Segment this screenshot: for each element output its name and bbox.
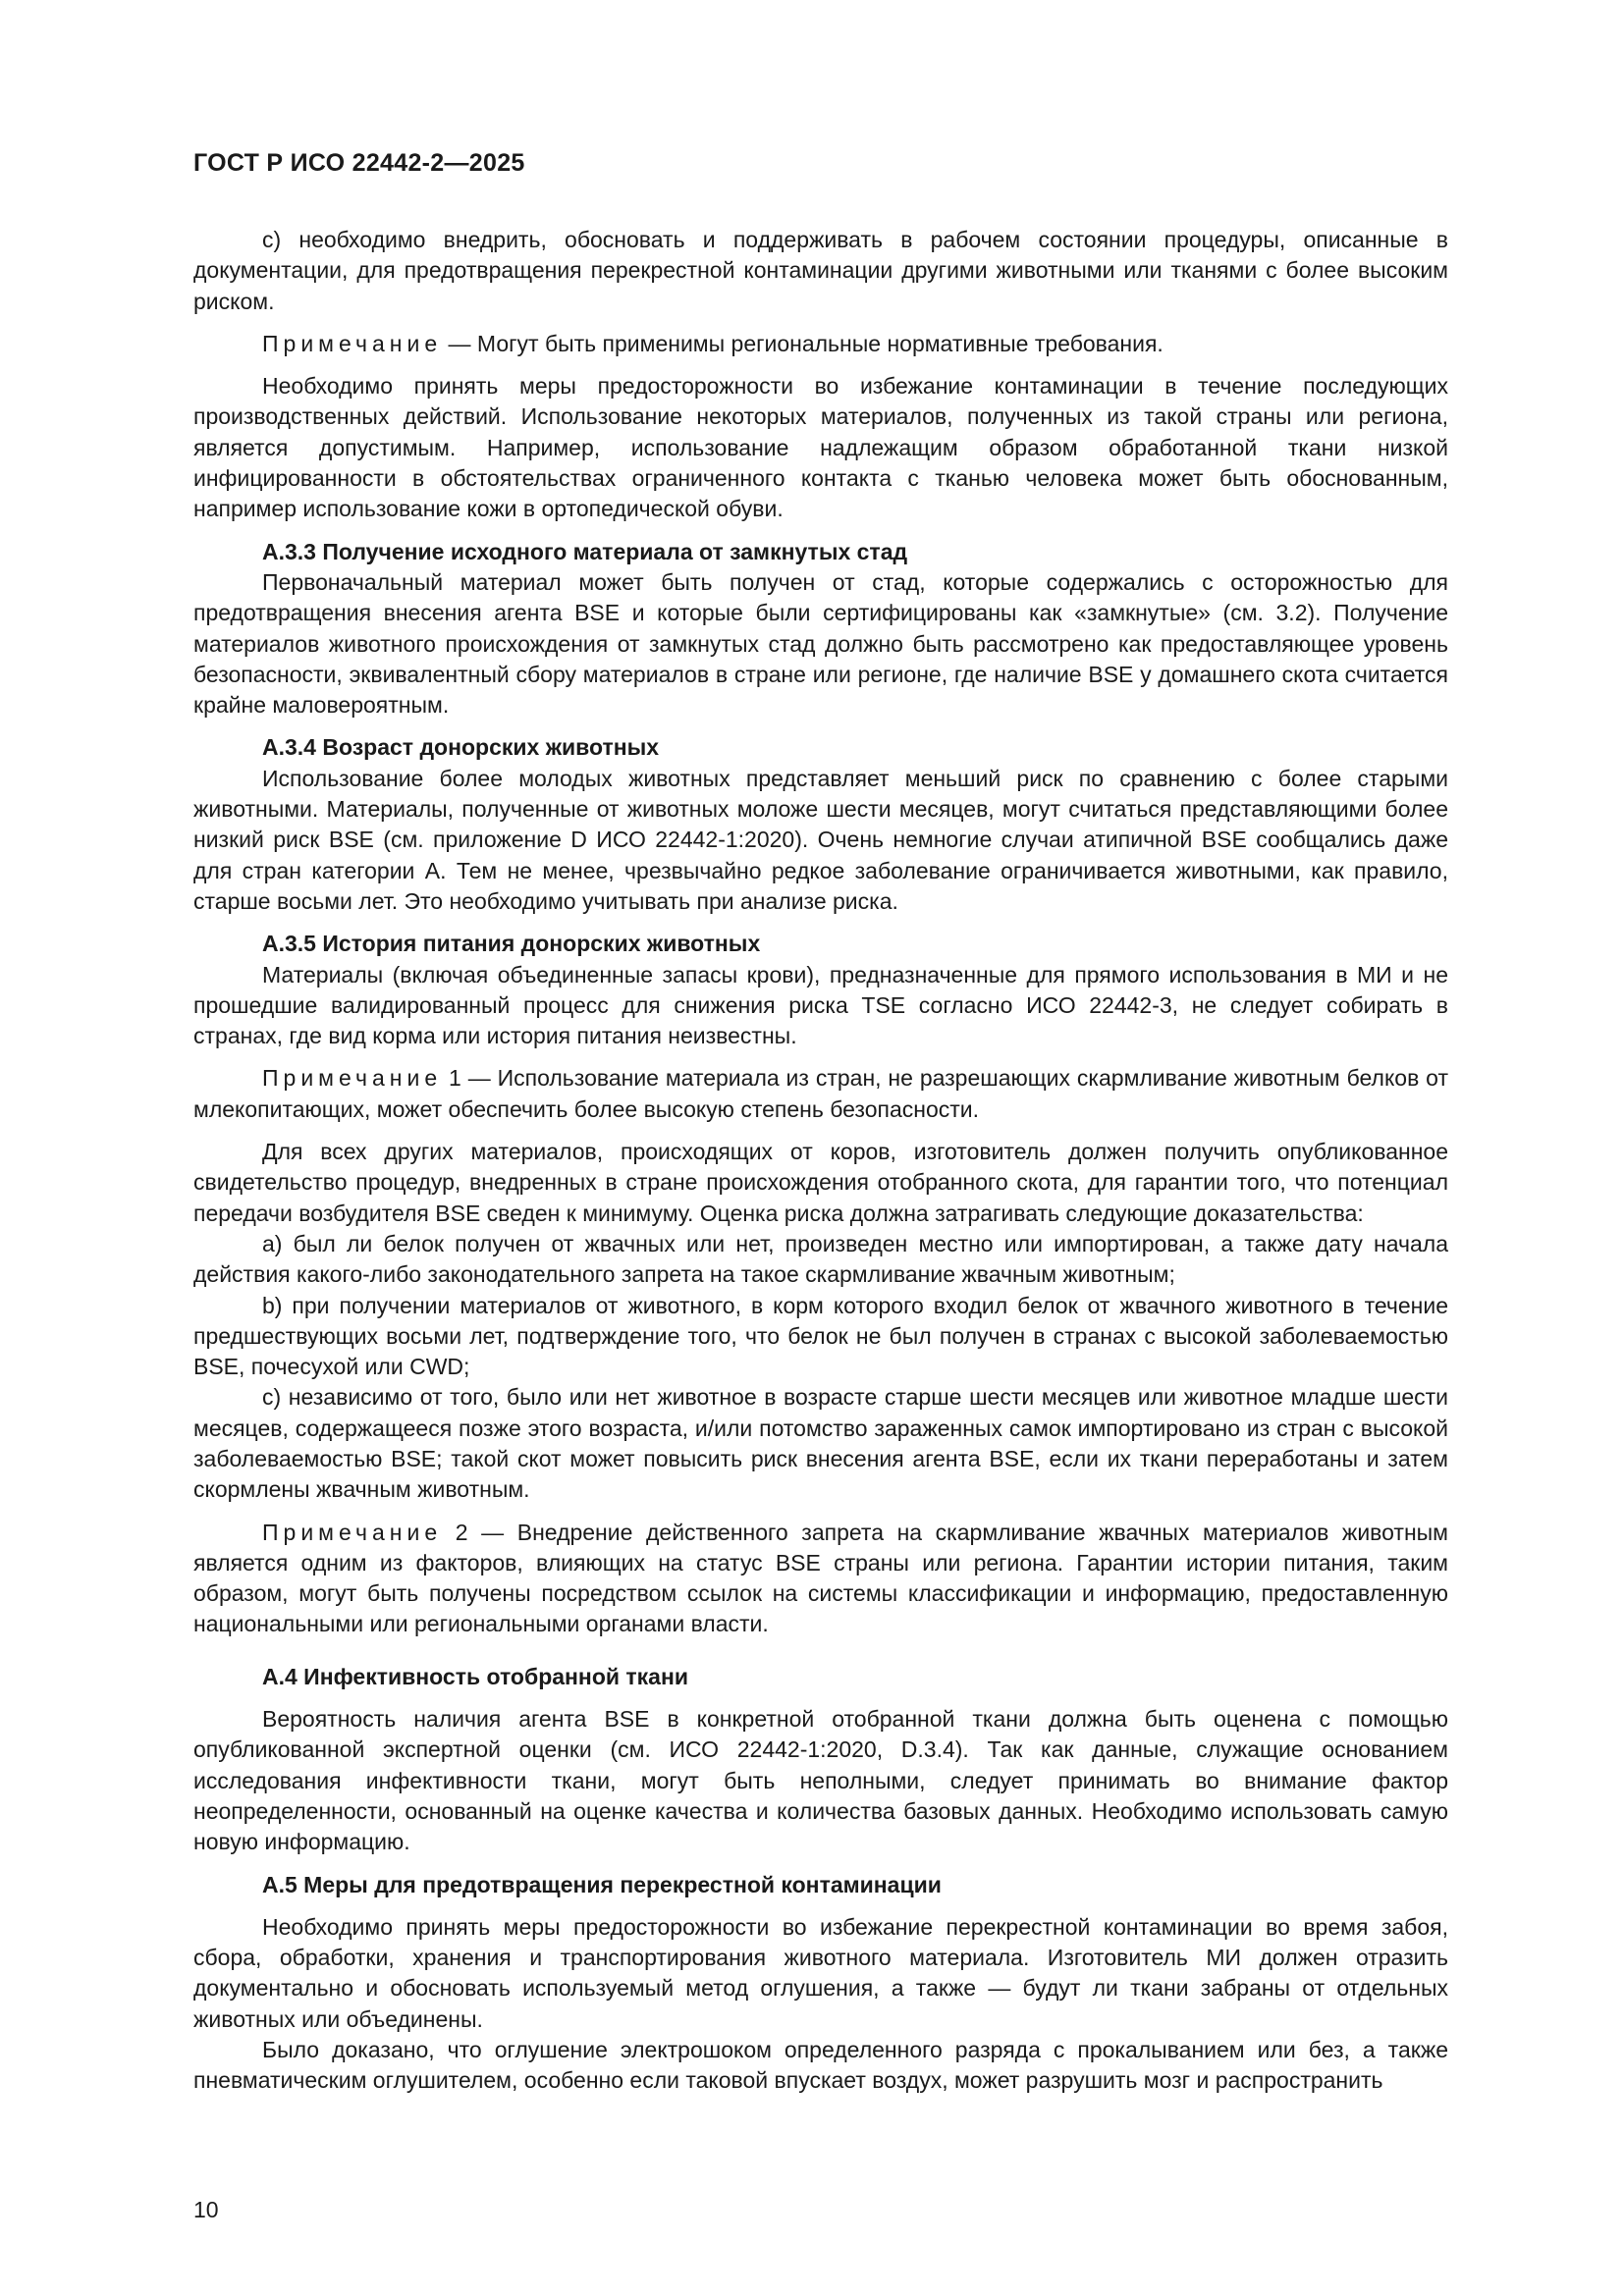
section-a34-text: Использование более молодых животных представляет меньший риск по сравнению с более старыми животными. Материалы, полученные от животных моложе шести месяцев, могут считаться представляющими более низкий риск BSE (см. приложение D ИСО 22442-1:2020). Очень немногие случаи атипичной BSE сообщались даже для стран категории А. Тем не менее, чрезвычайно редкое заболевание ограничивается животными, как правило, старше восьми лет. Это необходимо учитывать при анализе риска. [193, 765, 1448, 914]
note-text: 1 — Использование материала из стран, не разрешающих скармливание животным белков от млекопитающих, может обеспечить более высокую степень безопасности. [193, 1065, 1448, 1122]
section-a4-title: А.4 Инфективность отобранной ткани [262, 1663, 688, 1689]
section-a5-title: А.5 Меры для предотвращения перекрестной контаминации [262, 1871, 942, 1897]
document-code-header: ГОСТ Р ИСО 22442-2—2025 [193, 149, 525, 177]
note-label: Примечание [262, 330, 443, 356]
section-a35-text: Материалы (включая объединенные запасы крови), предназначенные для прямого использования в МИ и не прошедшие валидированный процесс для снижения риска TSE согласно ИСО 22442-3, не следует собирать в странах, где вид корма или история питания неизвестны. [193, 961, 1448, 1049]
document-body [193, 225, 1448, 2097]
note-1 [193, 329, 1448, 359]
note-2 [193, 1063, 1448, 1125]
paragraph-precautions: Необходимо принять меры предосторожности во избежание контаминации в течение последующих производственных действий. Использование некоторых материалов, полученных из такой страны или региона, является допустимым. Например, использование надлежащим образом обработанной ткани низкой инфицированности в обстоятельствах ограниченного контакта с тканью человека может быть обоснованным, например использование кожи в ортопедической обуви. [193, 373, 1448, 522]
section-a33-text: Первоначальный материал может быть получен от стад, которые содержались с осторожностью для предотвращения внесения агента BSE и которые были сертифицированы как «замкнутые» (см. 3.2). Получение материалов животного происхождения от замкнутых стад должно быть рассмотрено как предоставляющее уровень безопасности, эквивалентный сбору материалов в стране или регионе, где наличие BSE у домашнего скота считается крайне маловероятным. [193, 568, 1448, 719]
section-a34-title: А.3.4 Возраст донорских животных [262, 734, 660, 761]
list-item-c: c) независимо от того, было или нет животное в возрасте старше шести месяцев или животное младше шести месяцев, содержащееся позже этого возраста, и/или потомство зараженных самок импортировано из стран с высокой заболеваемостью BSE; такой скот может повысить риск внесения агента BSE, если их ткани переработаны и затем скормлены жвачным животным. [193, 1384, 1448, 1503]
section-a5-text-2: Было доказано, что оглушение электрошоком определенного разряда с прокалыванием или без, а также пневматическим оглушителем, особенно если таковой впускает воздух, может разрушить мозг и распространить [193, 2037, 1448, 2094]
paragraph-c: c) необходимо внедрить, обосновать и поддерживать в рабочем состоянии процедуры, описанные в документации, для предотвращения перекрестной контаминации другими животными или тканями с более высоким риском. [193, 227, 1448, 314]
note-label: Примечание [262, 1519, 443, 1545]
note-3 [193, 1518, 1448, 1640]
note-text: 2 — Внедрение действенного запрета на скармливание жвачных материалов животным является одним из факторов, влияющих на статус BSE страны или региона. Гарантии истории питания, таким образом, могут быть получены посредством ссылок на системы классификации и информацию, предоставленную национальными или региональными органами власти. [193, 1519, 1448, 1637]
section-a33-title: А.3.3 Получение исходного материала от замкнутых стад [262, 538, 908, 564]
list-item-b: b) при получении материалов от животного, в корм которого входил белок от жвачного животного в течение предшествующих восьми лет, подтверждение того, что белок не был получен в странах с высокой заболеваемостью BSE, почесухой или CWD; [193, 1292, 1448, 1380]
page-number: 10 [193, 2197, 219, 2222]
note-label: Примечание [262, 1065, 443, 1092]
section-a4-text: Вероятность наличия агента BSE в конкретной отобранной ткани должна быть оценена с помощью опубликованной экспертной оценки (см. ИСО 22442-1:2020, D.3.4). Так как данные, служащие основанием исследования инфективности ткани, могут быть неполными, следует принимать во внимание фактор неопределенности, основанный на оценке качества и количества базовых данных. Необходимо использовать самую новую информацию. [193, 1706, 1448, 1855]
note-text: — Могут быть применимы региональные нормативные требования. [442, 330, 1164, 356]
list-item-a: a) был ли белок получен от жвачных или нет, произведен местно или импортирован, а также дату начала действия какого-либо законодательного запрета на такое скармливание жвачным животным; [193, 1230, 1448, 1288]
paragraph-other-materials: Для всех других материалов, происходящих от коров, изготовитель должен получить опубликованное свидетельство процедур, внедренных в стране происхождения отобранного скота, для гарантии того, что потенциал передачи возбудителя BSE сведен к минимуму. Оценка риска должна затрагивать следующие доказательства: [193, 1139, 1448, 1226]
section-a5-text-1: Необходимо принять меры предосторожности во избежание перекрестной контаминации во время забоя, сбора, обработки, хранения и транспортирования животного материала. Изготовитель МИ должен отразить документально и обосновать используемый метод оглушения, а также — будут ли ткани забраны от отдельных животных или объединены. [193, 1913, 1448, 2032]
section-a35-title: А.3.5 История питания донорских животных [262, 931, 761, 957]
